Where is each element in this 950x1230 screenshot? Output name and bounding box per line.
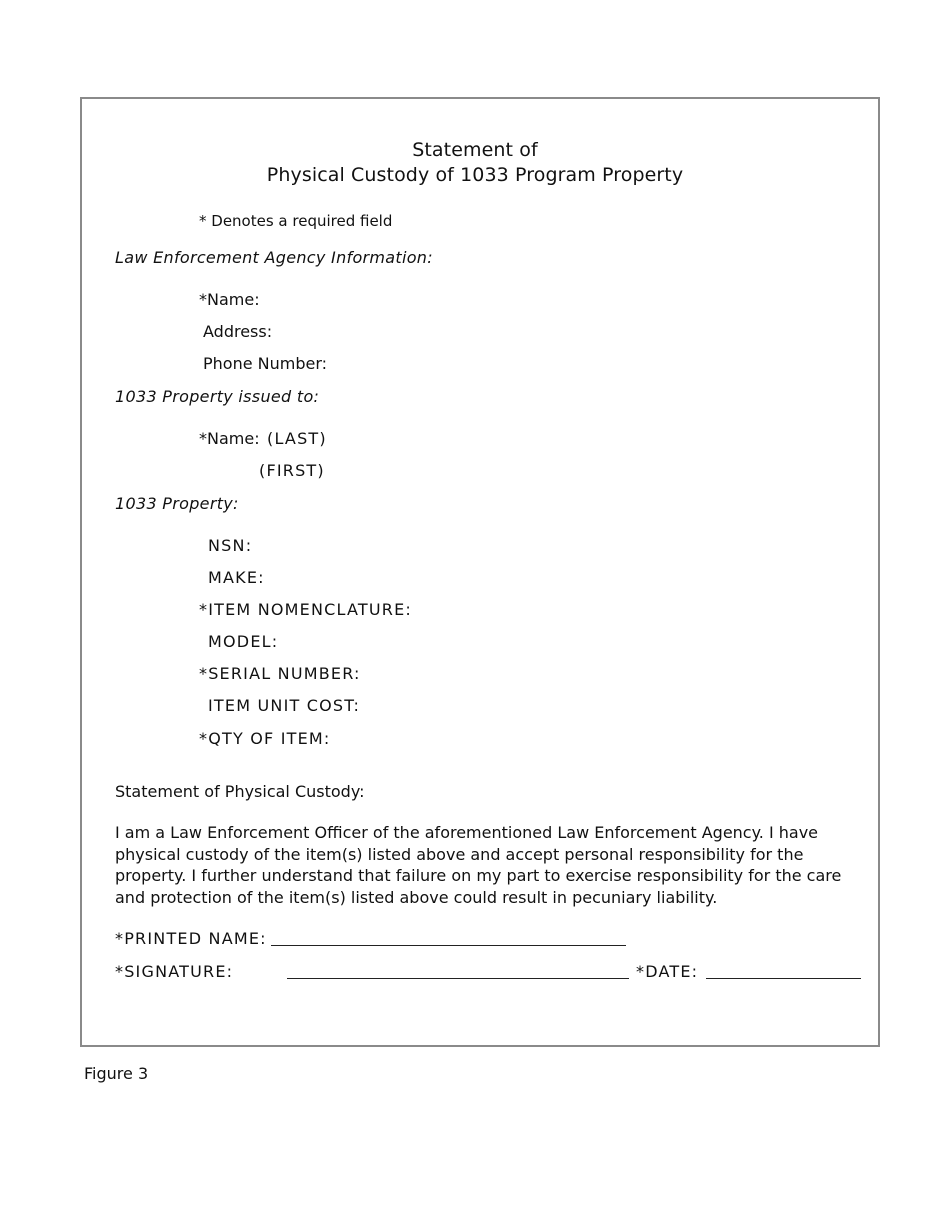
custody-statement-text: I am a Law Enforcement Officer of the aforementioned Law Enforcement Agency. I have physical custody of the item(s) listed above and accept personal responsibility for the property. I further understand that failure on my part to exercise responsibility for the care and protection of the item(s) listed above could result in pecuniary liability.	[115, 823, 842, 907]
item-nomenclature-field[interactable]	[428, 598, 828, 620]
agency-phone-label: Phone Number:	[203, 354, 328, 373]
issued-to-section-heading: 1033 Property issued to:	[115, 387, 320, 406]
item-nomenclature-label: *ITEM NOMENCLATURE:	[199, 600, 412, 619]
signature-label: *SIGNATURE:	[115, 962, 234, 981]
item-unit-cost-label: ITEM UNIT COST:	[208, 696, 361, 715]
agency-address-field[interactable]	[280, 320, 850, 342]
agency-name-field[interactable]	[270, 288, 850, 310]
issued-name-label: *Name:	[199, 429, 260, 448]
qty-of-item-field[interactable]	[340, 727, 540, 749]
date-line[interactable]	[706, 978, 861, 979]
agency-name-label: *Name:	[199, 290, 260, 309]
issued-last-name-label: (LAST)	[267, 429, 327, 448]
nsn-field[interactable]	[262, 534, 662, 556]
model-field[interactable]	[290, 630, 690, 652]
item-unit-cost-field[interactable]	[370, 694, 670, 716]
form-title-line-1: Statement of	[412, 139, 538, 161]
make-field[interactable]	[280, 566, 680, 588]
nsn-label: NSN:	[208, 536, 253, 555]
required-field-note: * Denotes a required field	[199, 212, 393, 230]
agency-section-heading: Law Enforcement Agency Information:	[115, 248, 433, 267]
issued-first-name-field[interactable]	[335, 459, 735, 481]
serial-number-field[interactable]	[374, 662, 774, 684]
issued-first-name-label: (FIRST)	[259, 461, 325, 480]
agency-phone-field[interactable]	[330, 352, 630, 374]
figure-caption: Figure 3	[84, 1064, 149, 1083]
qty-of-item-label: *QTY OF ITEM:	[199, 729, 331, 748]
make-label: MAKE:	[208, 568, 265, 587]
form-title-line-2: Physical Custody of 1033 Program Property	[266, 164, 684, 186]
printed-name-label: *PRINTED NAME:	[115, 929, 267, 948]
model-label: MODEL:	[208, 632, 279, 651]
property-section-heading: 1033 Property:	[115, 494, 239, 513]
serial-number-label: *SERIAL NUMBER:	[199, 664, 361, 683]
date-label: *DATE:	[636, 962, 699, 981]
printed-name-line[interactable]	[271, 945, 626, 946]
agency-address-label: Address:	[203, 322, 273, 341]
issued-last-name-field[interactable]	[335, 427, 735, 449]
custody-section-heading: Statement of Physical Custody:	[115, 782, 365, 801]
signature-line[interactable]	[287, 978, 629, 979]
